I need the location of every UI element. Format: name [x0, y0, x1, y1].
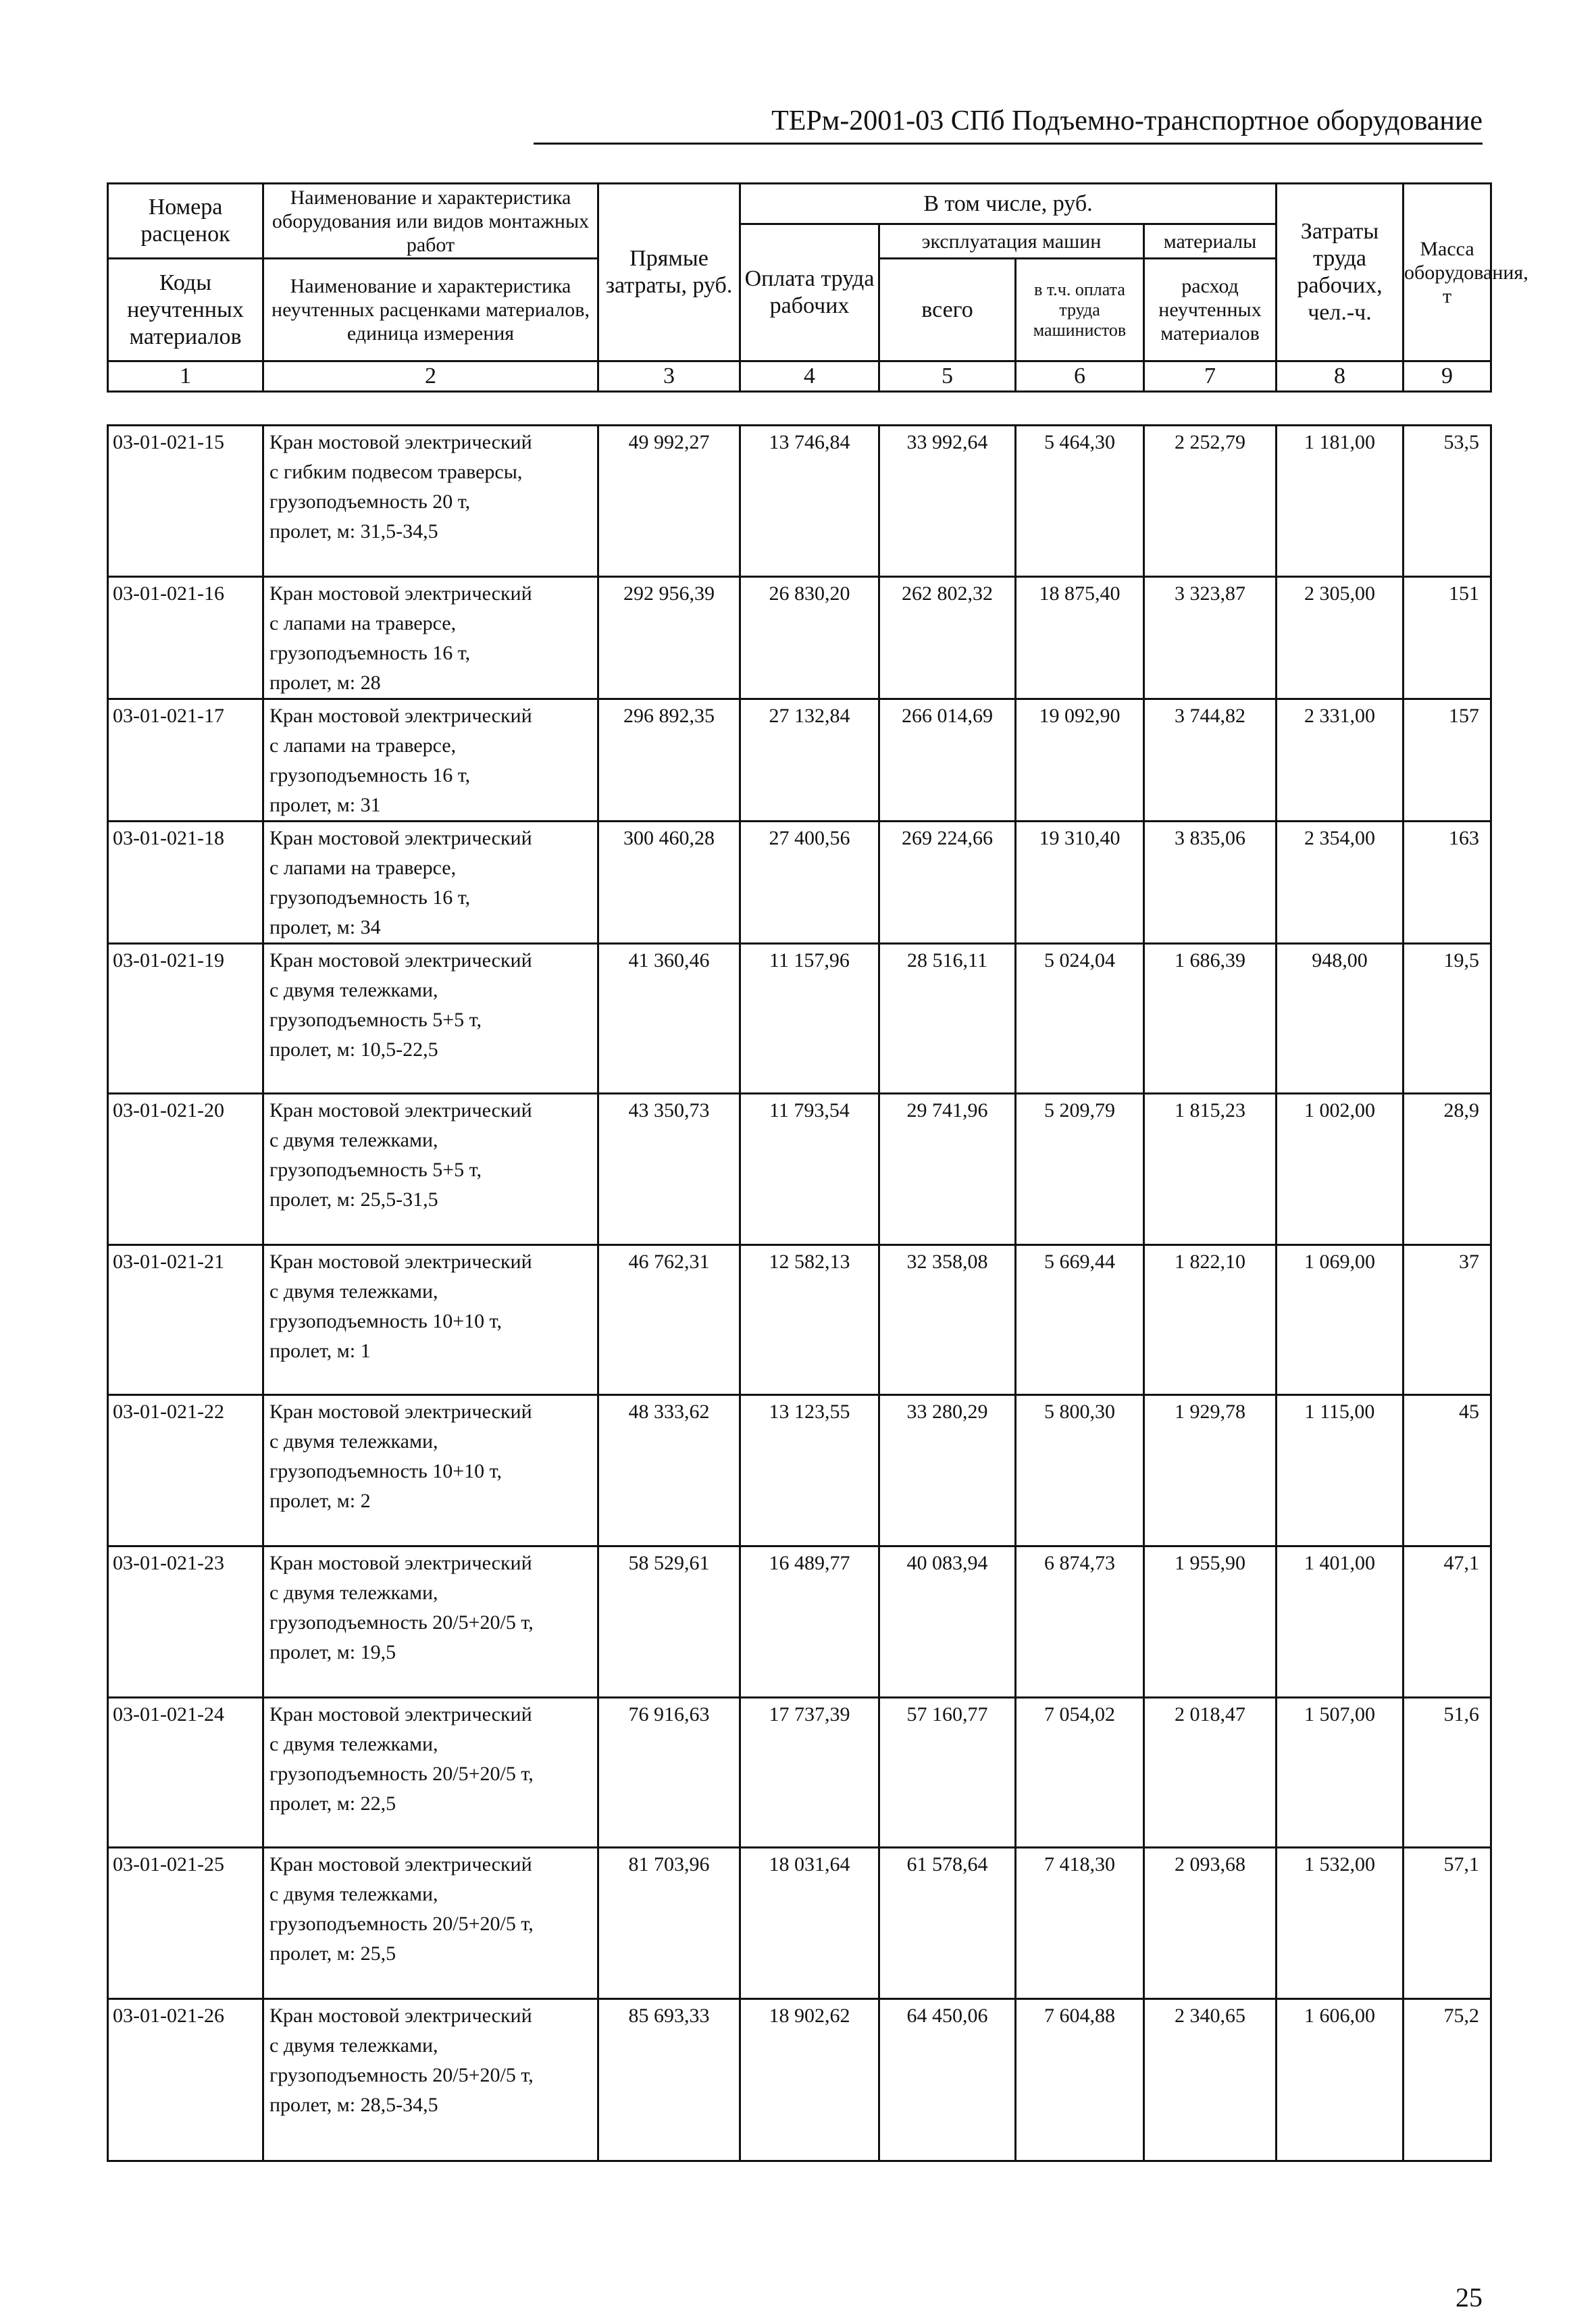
unaccounted-materials: 2 340,65	[1144, 1999, 1277, 2161]
table-row	[108, 1094, 1491, 1245]
unaccounted-materials: 1 686,39	[1144, 944, 1277, 1094]
direct-costs: 48 333,62	[598, 1395, 740, 1546]
machinists-pay: 5 464,30	[1016, 426, 1144, 577]
rate-code: 03-01-021-16	[108, 577, 263, 699]
labor-hours: 2 354,00	[1277, 822, 1404, 944]
table-row	[108, 699, 1491, 822]
column-number: 9	[1404, 361, 1491, 392]
labor-hours: 1 507,00	[1277, 1698, 1404, 1848]
rate-code: 03-01-021-21	[108, 1245, 263, 1395]
equipment-mass: 45	[1404, 1395, 1491, 1546]
direct-costs: 46 762,31	[598, 1245, 740, 1395]
machines-total: 269 224,66	[879, 822, 1016, 944]
labor-hours: 948,00	[1277, 944, 1404, 1094]
machinists-pay: 5 669,44	[1016, 1245, 1144, 1395]
worker-pay: 16 489,77	[740, 1546, 879, 1698]
equipment-mass: 19,5	[1404, 944, 1491, 1094]
labor-hours: 2 305,00	[1277, 577, 1404, 699]
machinists-pay: 19 092,90	[1016, 699, 1144, 822]
worker-pay: 13 746,84	[740, 426, 879, 577]
worker-pay: 11 157,96	[740, 944, 879, 1094]
equipment-mass: 47,1	[1404, 1546, 1491, 1698]
machines-total: 40 083,94	[879, 1546, 1016, 1698]
header-including: В том числе, руб.	[740, 184, 1277, 224]
machines-total: 33 280,29	[879, 1395, 1016, 1546]
unaccounted-materials: 3 835,06	[1144, 822, 1277, 944]
rate-description: Кран мостовой электрический с лапами на траверсе, грузоподъемность 16 т, пролет, м: 31	[263, 699, 598, 822]
table-row	[108, 577, 1491, 699]
table-row	[108, 1999, 1491, 2161]
unaccounted-materials: 1 955,90	[1144, 1546, 1277, 1698]
unaccounted-materials: 1 822,10	[1144, 1245, 1277, 1395]
header-rate-numbers: Номера расценок	[108, 184, 263, 259]
header-machines-total: всего	[879, 259, 1016, 361]
equipment-mass: 28,9	[1404, 1094, 1491, 1245]
direct-costs: 292 956,39	[598, 577, 740, 699]
machines-total: 33 992,64	[879, 426, 1016, 577]
rate-description: Кран мостовой электрический с лапами на траверсе, грузоподъемность 16 т, пролет, м: 34	[263, 822, 598, 944]
machinists-pay: 5 800,30	[1016, 1395, 1144, 1546]
worker-pay: 11 793,54	[740, 1094, 879, 1245]
header-machine-operation: эксплуатация машин	[879, 224, 1144, 259]
machinists-pay: 7 418,30	[1016, 1848, 1144, 1999]
machines-total: 64 450,06	[879, 1999, 1016, 2161]
rate-description: Кран мостовой электрический с двумя тележками, грузоподъемность 20/5+20/5 т, пролет, м: 22,5	[263, 1698, 598, 1848]
unaccounted-materials: 2 093,68	[1144, 1848, 1277, 1999]
rate-description: Кран мостовой электрический с двумя тележками, грузоподъемность 5+5 т, пролет, м: 25,5-31,5	[263, 1094, 598, 1245]
machines-total: 28 516,11	[879, 944, 1016, 1094]
machines-total: 29 741,96	[879, 1094, 1016, 1245]
rate-code: 03-01-021-18	[108, 822, 263, 944]
machinists-pay: 5 209,79	[1016, 1094, 1144, 1245]
table-row	[108, 1848, 1491, 1999]
labor-hours: 2 331,00	[1277, 699, 1404, 822]
labor-hours: 1 532,00	[1277, 1848, 1404, 1999]
worker-pay: 26 830,20	[740, 577, 879, 699]
rate-description: Кран мостовой электрический с двумя тележками, грузоподъемность 20/5+20/5 т, пролет, м: 25,5	[263, 1848, 598, 1999]
rate-code: 03-01-021-17	[108, 699, 263, 822]
header-direct-costs: Прямые затраты, руб.	[598, 184, 740, 361]
direct-costs: 43 350,73	[598, 1094, 740, 1245]
worker-pay: 27 400,56	[740, 822, 879, 944]
machines-total: 57 160,77	[879, 1698, 1016, 1848]
equipment-mass: 75,2	[1404, 1999, 1491, 2161]
header-machinists-pay: в т.ч. оплата труда машинистов	[1016, 259, 1144, 361]
table-row	[108, 822, 1491, 944]
column-number: 5	[879, 361, 1016, 392]
header-worker-pay: Оплата труда рабочих	[740, 224, 879, 361]
rate-description: Кран мостовой электрический с лапами на траверсе, грузоподъемность 16 т, пролет, м: 28	[263, 577, 598, 699]
worker-pay: 18 031,64	[740, 1848, 879, 1999]
direct-costs: 300 460,28	[598, 822, 740, 944]
worker-pay: 27 132,84	[740, 699, 879, 822]
machinists-pay: 7 054,02	[1016, 1698, 1144, 1848]
direct-costs: 296 892,35	[598, 699, 740, 822]
rate-description: Кран мостовой электрический с двумя тележками, грузоподъемность 20/5+20/5 т, пролет, м: 19,5	[263, 1546, 598, 1698]
rate-code: 03-01-021-24	[108, 1698, 263, 1848]
equipment-mass: 151	[1404, 577, 1491, 699]
machinists-pay: 19 310,40	[1016, 822, 1144, 944]
rate-code: 03-01-021-20	[108, 1094, 263, 1245]
labor-hours: 1 401,00	[1277, 1546, 1404, 1698]
unaccounted-materials: 1 929,78	[1144, 1395, 1277, 1546]
equipment-mass: 163	[1404, 822, 1491, 944]
labor-hours: 1 181,00	[1277, 426, 1404, 577]
rate-description: Кран мостовой электрический с двумя тележками, грузоподъемность 10+10 т, пролет, м: 2	[263, 1395, 598, 1546]
rate-description: Кран мостовой электрический с двумя тележками, грузоподъемность 10+10 т, пролет, м: 1	[263, 1245, 598, 1395]
equipment-mass: 37	[1404, 1245, 1491, 1395]
worker-pay: 18 902,62	[740, 1999, 879, 2161]
direct-costs: 41 360,46	[598, 944, 740, 1094]
machines-total: 61 578,64	[879, 1848, 1016, 1999]
table-row	[108, 1546, 1491, 1698]
unaccounted-materials: 3 323,87	[1144, 577, 1277, 699]
column-number: 8	[1277, 361, 1404, 392]
header-materials: материалы	[1144, 224, 1277, 259]
header-unaccounted-materials-name: Наименование и характеристика неучтенных расценками материалов, единица измерения	[263, 259, 598, 361]
column-number: 4	[740, 361, 879, 392]
running-head: ТЕРм-2001-03 СПб Подъемно-транспортное оборудование	[771, 105, 1483, 136]
table-row	[108, 944, 1491, 1094]
worker-pay: 12 582,13	[740, 1245, 879, 1395]
table-row	[108, 1395, 1491, 1546]
header-unaccounted-codes: Коды неучтенных материалов	[108, 259, 263, 361]
rate-description: Кран мостовой электрический с двумя тележками, грузоподъемность 20/5+20/5 т, пролет, м: 28,5-34,5	[263, 1999, 598, 2161]
machines-total: 32 358,08	[879, 1245, 1016, 1395]
header-equipment-mass: Масса оборудования, т	[1404, 184, 1491, 361]
direct-costs: 49 992,27	[598, 426, 740, 577]
rate-code: 03-01-021-23	[108, 1546, 263, 1698]
column-number: 2	[263, 361, 598, 392]
column-number: 1	[108, 361, 263, 392]
rate-code: 03-01-021-26	[108, 1999, 263, 2161]
equipment-mass: 53,5	[1404, 426, 1491, 577]
labor-hours: 1 115,00	[1277, 1395, 1404, 1546]
rate-description: Кран мостовой электрический с двумя тележками, грузоподъемность 5+5 т, пролет, м: 10,5-22,5	[263, 944, 598, 1094]
equipment-mass: 57,1	[1404, 1848, 1491, 1999]
machines-total: 266 014,69	[879, 699, 1016, 822]
unaccounted-materials: 2 252,79	[1144, 426, 1277, 577]
column-number: 7	[1144, 361, 1277, 392]
rates-table	[107, 424, 1492, 2162]
machinists-pay: 7 604,88	[1016, 1999, 1144, 2161]
rate-code: 03-01-021-19	[108, 944, 263, 1094]
rate-code: 03-01-021-15	[108, 426, 263, 577]
table-row	[108, 1698, 1491, 1848]
column-number: 6	[1016, 361, 1144, 392]
machinists-pay: 5 024,04	[1016, 944, 1144, 1094]
column-header-table	[107, 182, 1528, 393]
page-number: 25	[1456, 2282, 1483, 2313]
header-rule	[534, 143, 1483, 145]
table-row	[108, 1245, 1491, 1395]
machinists-pay: 6 874,73	[1016, 1546, 1144, 1698]
worker-pay: 13 123,55	[740, 1395, 879, 1546]
direct-costs: 76 916,63	[598, 1698, 740, 1848]
unaccounted-materials: 2 018,47	[1144, 1698, 1277, 1848]
table-row	[108, 426, 1491, 577]
direct-costs: 85 693,33	[598, 1999, 740, 2161]
direct-costs: 58 529,61	[598, 1546, 740, 1698]
rate-code: 03-01-021-25	[108, 1848, 263, 1999]
column-number: 3	[598, 361, 740, 392]
labor-hours: 1 002,00	[1277, 1094, 1404, 1245]
unaccounted-materials: 3 744,82	[1144, 699, 1277, 822]
equipment-mass: 157	[1404, 699, 1491, 822]
header-labor-hours: Затраты труда рабочих, чел.-ч.	[1277, 184, 1404, 361]
rate-description: Кран мостовой электрический с гибким подвесом траверсы, грузоподъемность 20 т, пролет, м: 31,5-34,5	[263, 426, 598, 577]
header-equipment-name: Наименование и характеристика оборудования или видов монтажных работ	[263, 184, 598, 259]
rate-code: 03-01-021-22	[108, 1395, 263, 1546]
labor-hours: 1 606,00	[1277, 1999, 1404, 2161]
header-unaccounted-materials: расход неучтенных материалов	[1144, 259, 1277, 361]
direct-costs: 81 703,96	[598, 1848, 740, 1999]
machinists-pay: 18 875,40	[1016, 577, 1144, 699]
machines-total: 262 802,32	[879, 577, 1016, 699]
equipment-mass: 51,6	[1404, 1698, 1491, 1848]
unaccounted-materials: 1 815,23	[1144, 1094, 1277, 1245]
worker-pay: 17 737,39	[740, 1698, 879, 1848]
labor-hours: 1 069,00	[1277, 1245, 1404, 1395]
